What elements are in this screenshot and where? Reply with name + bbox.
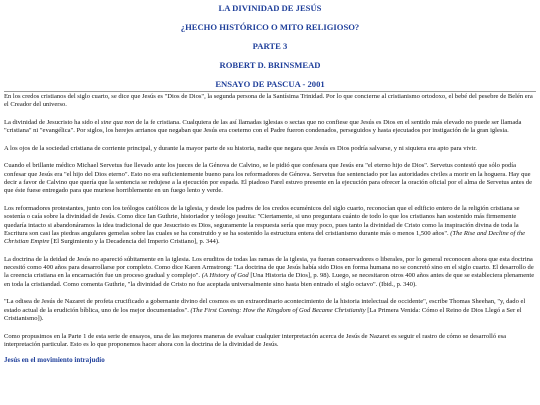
book-citation: (A History of God [201,272,249,280]
paragraph-8: Como propusimos en la Parte 1 de esta serie de ensayos, una de las mejores maneras de evaluar cualquier interpretación acerca de Jesús de Nazaret es seguir el rastro de cómo se desarrolló esa interpretación particular. Esto es lo que proponemos hacer ahora con la doctrina de la divinidad de Jesús. [4,332,507,348]
paragraph-5: Los reformadores protestantes, junto con los teólogos católicos de la iglesia, y desde los padres de los credos ecuménicos del siglo cuarto, reconocían que el edificio entero de la religión cristiana se sostenía o caía sobre la divinidad de Jesús. Como dice Ian Guthrie, historiador y teólogo jesuita: "Ciertamente, si uno preguntara cuánto de todo lo que los cristianos han sostenido más firmemente quedaría intacto si abandonáramos la idea tradicional de que Jesucristo es Dios, seguramente la respuesta sería que muy poco, pues tanto la divinidad de Cristo como la inspiración divina de toda la Escritura son casi las piedras angulares gemelas sobre las cuales se ha construido y se ha sostenido la estructura entera del cristianismo durante más o menos 1,500 años". (The Rise and Decline of the Christian Empire [El Surgimiento y la Decadencia del Imperio Cristiano], p. 344). [4,204,526,246]
paragraph-1: En los credos cristianos del siglo cuarto, se dice que Jesús es "Dios de Dios", la segunda persona de la Santísima Trinidad. Por lo que concierne al cristianismo ortodoxo, el bebé del pesebre de Belén era el Creador del universo. [4,93,533,109]
paragraph-7: "La odisea de Jesús de Nazaret de profeta crucificado a gobernante divino del cosmos es un extraordinario acontecimiento de la historia intelectual de occidente", escribe Thomas Sheehan, "y, dado el estado actual de la erudición bíblica, uno de los mejor documentados". (The First Coming: How the Kingdom of God Became Christianity [La Primera Venida: Cómo el Reino de Dios Llegó a Ser el Cristianismo]). [4,298,526,322]
edition-label: ENSAYO DE PASCUA - 2001 [215,79,325,89]
paragraph-3: A los ojos de la sociedad cristiana de corriente principal, y durante la mayor parte de su historia, nadie que negara que Jesús es Dios podría salvarse, y ni siquiera era apto para vivir. [4,144,477,152]
latin-term: sine qua non [100,118,135,126]
header-divider [4,91,536,92]
page-subtitle: ¿HECHO HISTÓRICO O MITO RELIGIOSO? [180,22,360,32]
book-citation: (The First Coming: How the Kingdom of God Became Christianity [190,306,366,314]
section-heading: Jesús en el movimiento intrajudío [4,356,105,365]
book-citation: (The Rise and Decline of the Christian Empire [4,229,526,246]
paragraph-4: Cuando el brillante médico Michael Servetus fue llevado ante los jueces de la Génova de Calvino, se le pidió que confesara que Jesús era "el eterno hijo de Dios". Servetus contestó que sólo podía confesar que Jesús era "el hijo del Dios eterno". Esto no era suficientemente bueno para los reformadores de Génova. Servetus fue sentenciado por las autoridades civiles a morir en la hoguera. Hay que decir a favor de Calvino que quería que la sentencia se redujese a la ejecución por espada. El piadoso Farel estuvo presente en la ejecución para ofrecer la oración oficial por el alma de Servetus antes de que éste fuese entregado para que muriese horriblemente en un fuego lento y verde. [4,162,533,195]
author-name: ROBERT D. BRINSMEAD [219,60,321,70]
part-label: PARTE 3 [252,41,288,51]
paragraph-6: La doctrina de la deidad de Jesús no apareció súbitamente en la iglesia. Los eruditos de todas las ramas de la iglesia, ya fueran conservadores o liberales, por lo general reconocen ahora que esta doctrina necesitó como 400 años para desarrollarse por completo. Como dice Karen Armstrong: "La doctrina de que Jesús había sido Dios en forma humana no se concretó sino en el siglo cuarto. El desarrollo de la creencia cristiana en la encarnación fue un proceso gradual y complejo". (A History of God [Una Historia de Dios], p. 98). Luego, se necesitaron otros 400 años antes de que se estableciera plenamente en toda la cristiandad. Como comenta Guthrie, "la divinidad de Cristo no fue aceptada universalmente sino hasta bien entrado el siglo octavo". (Ibid., p. 340). [4,255,535,288]
page-title: LA DIVINIDAD DE JESÚS [218,3,322,13]
paragraph-2: La divinidad de Jesucristo ha sido el sine qua non de la fe cristiana. Cualquiera de las así llamadas iglesias o sectas que no confiese que Jesús es Dios en el sentido más elevado no puede ser llamada "cristiana" ni "evangélica". Por siglos, los herejes arrianos que negaban que Jesús era coeterno con el Padre fueron condenados, perseguidos y hasta ejecutados por instigación de la gran iglesia. [4,118,522,135]
